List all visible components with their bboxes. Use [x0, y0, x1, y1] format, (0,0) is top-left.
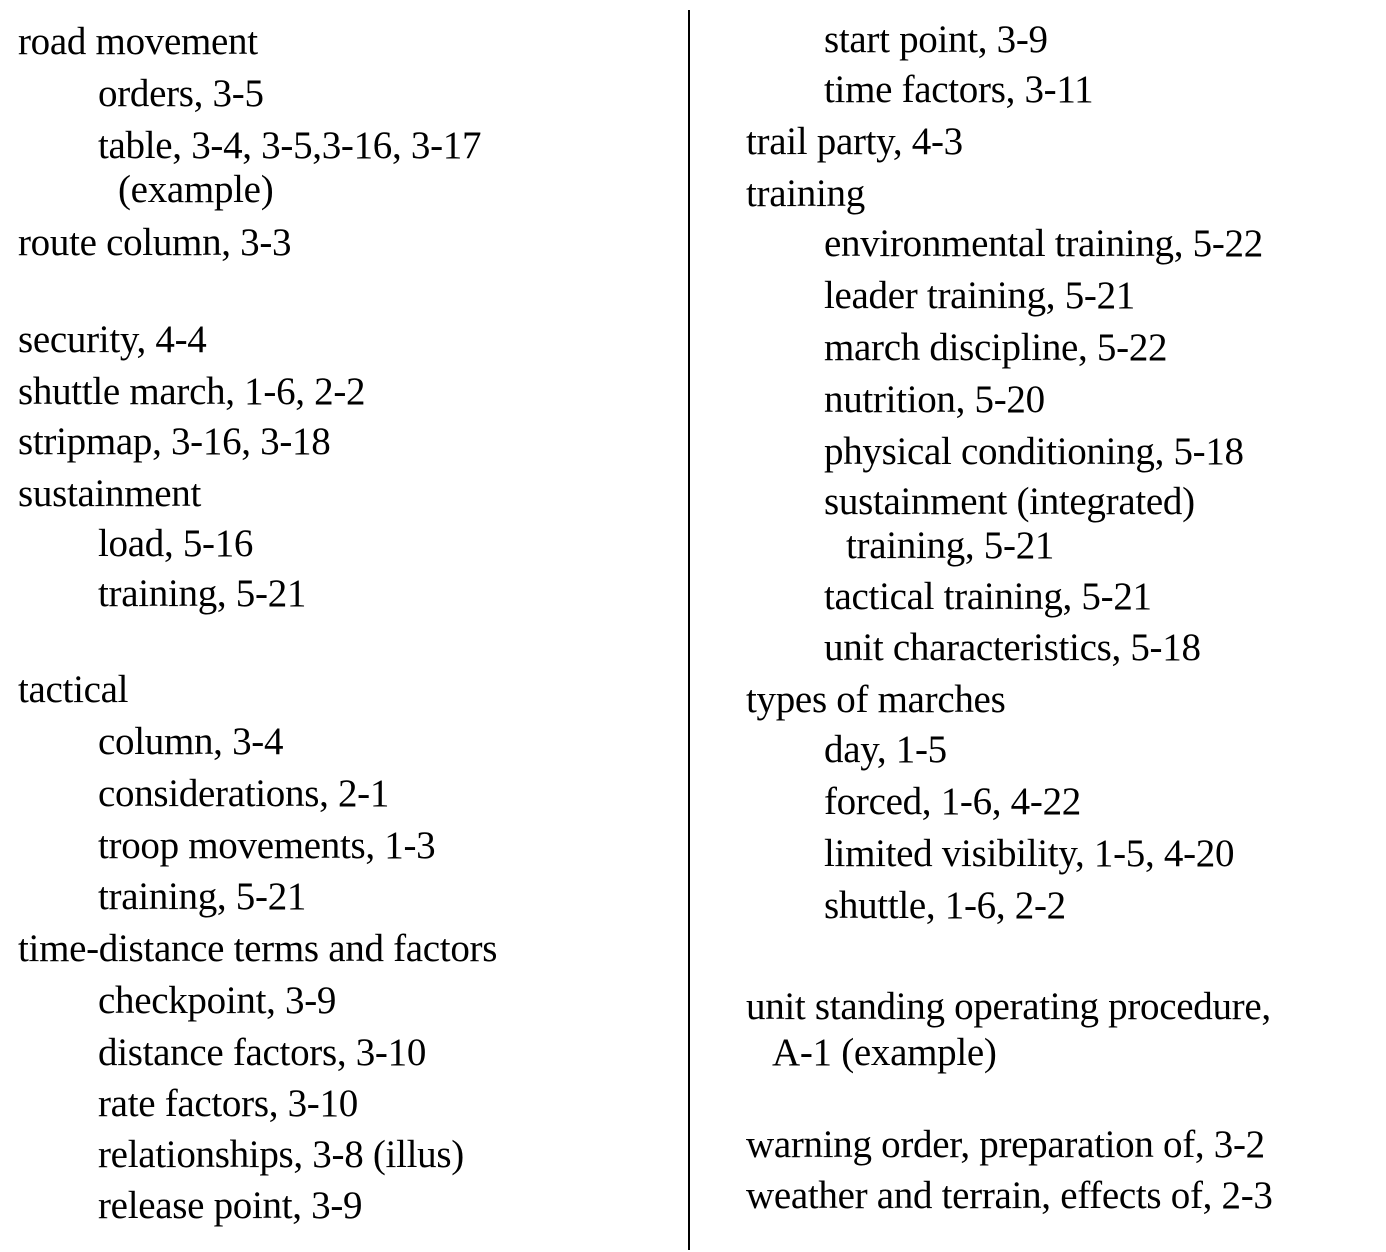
- index-entry: route column, 3-3: [18, 221, 292, 264]
- column-divider: [688, 10, 690, 1250]
- index-entry: unit standing operating procedure,: [746, 985, 1271, 1028]
- index-entry: weather and terrain, effects of, 2-3: [746, 1174, 1273, 1217]
- index-subentry: tactical training, 5-21: [824, 575, 1152, 618]
- index-entry: training: [746, 172, 865, 215]
- index-subentry: troop movements, 1-3: [98, 824, 436, 867]
- index-subentry: sustainment (integrated): [824, 480, 1195, 523]
- index-subentry: orders, 3-5: [98, 72, 264, 115]
- index-subentry: considerations, 2-1: [98, 772, 390, 815]
- index-entry: tactical: [18, 668, 129, 711]
- index-subentry: training, 5-21: [98, 572, 307, 615]
- index-entry: road movement: [18, 20, 258, 63]
- index-subentry: day, 1-5: [824, 728, 947, 771]
- index-subentry: shuttle, 1-6, 2-2: [824, 884, 1066, 927]
- index-subentry: time factors, 3-11: [824, 68, 1094, 111]
- index-subentry: checkpoint, 3-9: [98, 979, 337, 1022]
- index-continuation: training, 5-21: [846, 524, 1055, 567]
- index-subentry: physical conditioning, 5-18: [824, 430, 1244, 473]
- index-entry: trail party, 4-3: [746, 120, 963, 163]
- index-subentry: training, 5-21: [98, 875, 307, 918]
- index-entry: sustainment: [18, 472, 202, 515]
- index-entry: security, 4-4: [18, 318, 207, 361]
- index-subentry: column, 3-4: [98, 720, 284, 763]
- index-subentry: march discipline, 5-22: [824, 326, 1168, 369]
- index-continuation: (example): [118, 168, 274, 211]
- index-entry: shuttle march, 1-6, 2-2: [18, 370, 366, 413]
- index-subentry: table, 3-4, 3-5,3-16, 3-17: [98, 124, 482, 167]
- index-entry: time-distance terms and factors: [18, 927, 498, 970]
- index-subentry: environmental training, 5-22: [824, 222, 1263, 265]
- index-subentry: leader training, 5-21: [824, 274, 1135, 317]
- index-continuation: A-1 (example): [772, 1031, 997, 1074]
- index-subentry: relationships, 3-8 (illus): [98, 1133, 464, 1176]
- index-subentry: nutrition, 5-20: [824, 378, 1045, 421]
- index-subentry: unit characteristics, 5-18: [824, 626, 1201, 669]
- index-entry: warning order, preparation of, 3-2: [746, 1123, 1265, 1166]
- index-subentry: load, 5-16: [98, 522, 254, 565]
- index-subentry: limited visibility, 1-5, 4-20: [824, 832, 1235, 875]
- index-subentry: start point, 3-9: [824, 18, 1048, 61]
- index-subentry: rate factors, 3-10: [98, 1082, 358, 1125]
- index-entry: stripmap, 3-16, 3-18: [18, 420, 331, 463]
- index-subentry: distance factors, 3-10: [98, 1031, 427, 1074]
- index-subentry: forced, 1-6, 4-22: [824, 780, 1081, 823]
- index-entry: types of marches: [746, 678, 1006, 721]
- index-subentry: release point, 3-9: [98, 1184, 363, 1227]
